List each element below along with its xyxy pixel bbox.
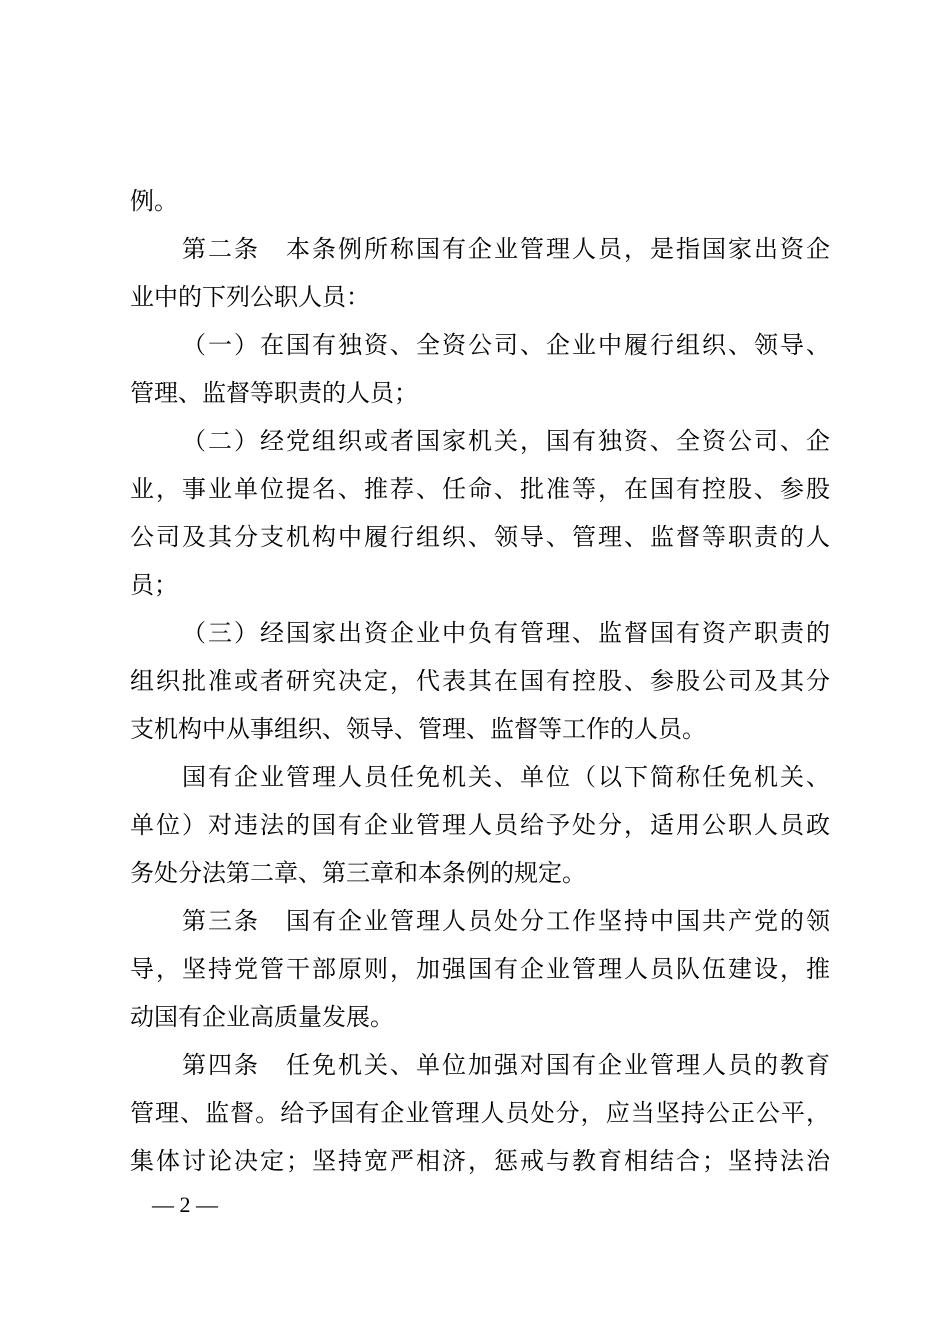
item-2-line-2: 业，事业单位提名、推荐、任命、批准等，在国有控股、参股 xyxy=(130,475,830,503)
item-1-line-1: （一）在国有独资、全资公司、企业中履行组织、领导、 xyxy=(182,331,830,359)
article-4-line-2: 管理、监督。给予国有企业管理人员处分，应当坚持公正公平， xyxy=(130,1099,830,1127)
page-number: — 2 — xyxy=(152,1192,218,1217)
item-1-line-2: 管理、监督等职责的人员； xyxy=(130,379,418,407)
paragraph-appointment-line-2: 单位）对违法的国有企业管理人员给予处分，适用公职人员政 xyxy=(130,811,830,839)
article-3-line-3: 动国有企业高质量发展。 xyxy=(130,1003,394,1031)
paragraph-appointment-line-3: 务处分法第二章、第三章和本条例的规定。 xyxy=(130,859,586,887)
item-2-line-1: （二）经党组织或者国家机关，国有独资、全资公司、企 xyxy=(182,427,830,455)
item-2-line-4: 员； xyxy=(130,571,178,599)
text-line-1: 例。 xyxy=(130,187,178,215)
item-3-line-3: 支机构中从事组织、领导、管理、监督等工作的人员。 xyxy=(130,715,706,743)
paragraph-appointment-line-1: 国有企业管理人员任免机关、单位（以下简称任免机关、 xyxy=(182,763,830,791)
article-4-line-3: 集体讨论决定；坚持宽严相济，惩戒与教育相结合；坚持法治 xyxy=(130,1147,830,1175)
article-3-line-1: 第三条 国有企业管理人员处分工作坚持中国共产党的领 xyxy=(182,907,830,935)
article-3-line-2: 导，坚持党管干部原则，加强国有企业管理人员队伍建设，推 xyxy=(130,955,830,983)
item-3-line-2: 组织批准或者研究决定，代表其在国有控股、参股公司及其分 xyxy=(130,667,830,695)
item-2-line-3: 公司及其分支机构中履行组织、领导、管理、监督等职责的人 xyxy=(130,523,830,551)
item-3-line-1: （三）经国家出资企业中负有管理、监督国有资产职责的 xyxy=(182,619,830,647)
article-2-heading-line: 第二条 本条例所称国有企业管理人员，是指国家出资企 xyxy=(182,235,830,263)
article-4-line-1: 第四条 任免机关、单位加强对国有企业管理人员的教育 xyxy=(182,1051,830,1079)
article-2-line-2: 业中的下列公职人员： xyxy=(130,283,370,311)
